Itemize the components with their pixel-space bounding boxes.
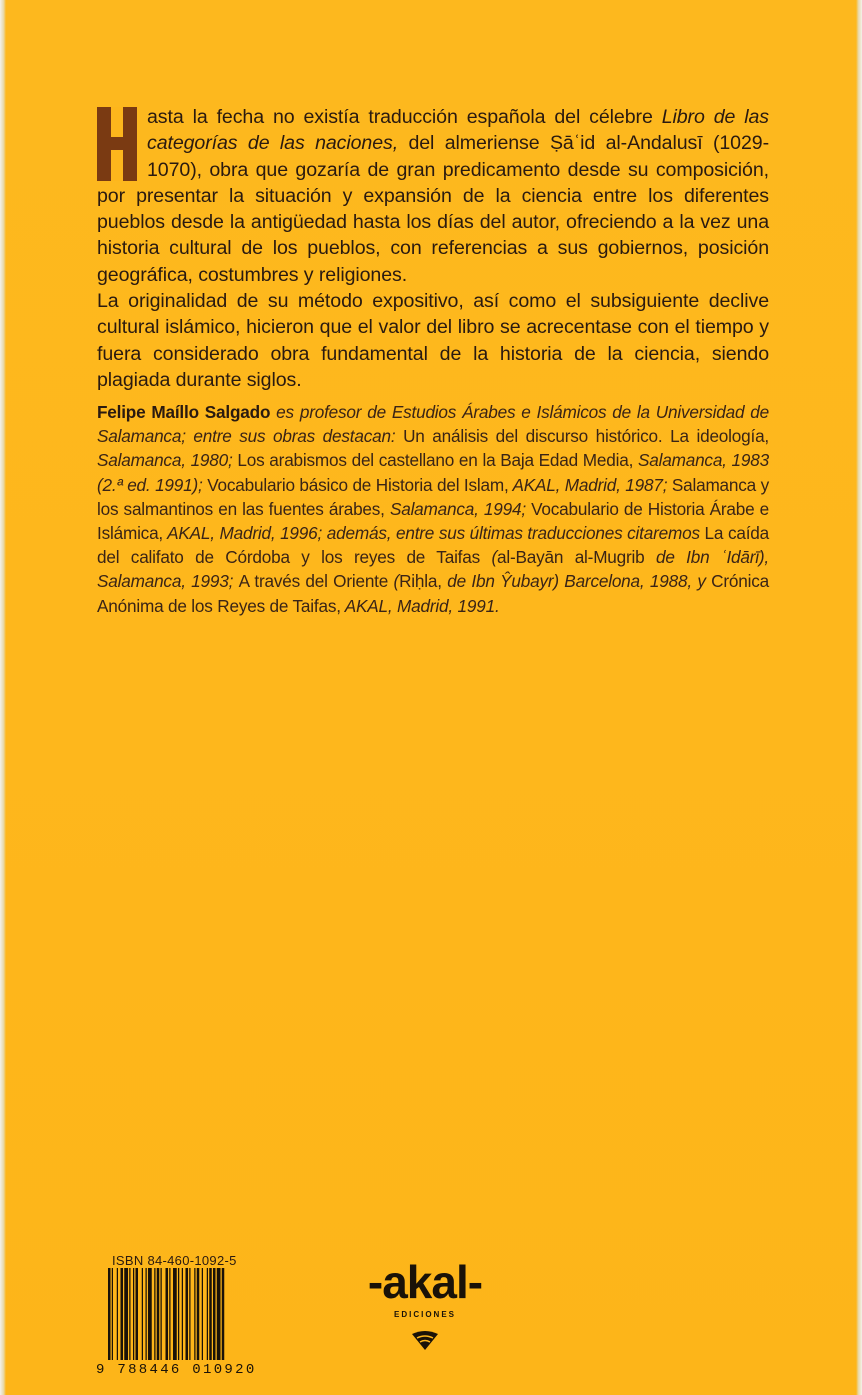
barcode-bar (154, 1268, 155, 1360)
bio-text: AKAL, Madrid, 1996; además, entre sus últimas traducciones citaremos (163, 523, 705, 544)
author-bio (97, 400, 769, 618)
bio-text: AKAL, Madrid, 1987; (508, 474, 672, 495)
barcode-bar (133, 1268, 134, 1360)
publisher-logo (360, 1252, 490, 1352)
logo-emblem-icon (360, 1252, 490, 1352)
barcode-bar (202, 1268, 203, 1360)
barcode-bar (148, 1268, 152, 1360)
barcode-bar (124, 1268, 128, 1360)
synopsis-text-a: asta la fecha no existía traducción española del célebre (147, 106, 662, 128)
work-title: Los arabismos del castellano en la Baja Edad Media, (237, 450, 634, 471)
bio-text: es profesor de Estudios Árabes e Islámicos de la Universidad de Salamanca; entre sus obras destacan: (97, 402, 769, 447)
barcode-bar (112, 1268, 113, 1360)
barcode-bar (217, 1268, 221, 1360)
barcode-bar (207, 1268, 208, 1360)
barcode-bar (121, 1268, 124, 1360)
barcode-bar (169, 1268, 170, 1360)
barcode-bar (194, 1268, 195, 1360)
work-title: Crónica Anónima de los Reyes de Taifas, (97, 571, 769, 616)
work-title: Vocabulario básico de Historia del Islam, (207, 474, 509, 495)
author-name: Felipe Maíllo Salgado (97, 402, 271, 422)
work-title: al-Bayān al-Mugrib (497, 547, 645, 568)
barcode-bar (129, 1268, 130, 1360)
barcode-bar (186, 1268, 189, 1360)
barcode-bar (189, 1268, 190, 1360)
book-title: Libro de las categorías de las naciones, (147, 106, 769, 155)
barcode-bar (157, 1268, 160, 1360)
bio-text: Salamanca, 1994; (384, 498, 532, 519)
work-title: A través del Oriente (238, 571, 389, 592)
synopsis (97, 104, 769, 393)
work-title: Vocabulario de Historia Árabe e Islámica, (97, 498, 770, 544)
cover-edge-left (0, 0, 6, 1395)
work-title: Salamanca y los salmantinos en las fuentes árabes, (97, 474, 770, 519)
dropcap (97, 107, 137, 181)
barcode-bar (213, 1268, 216, 1360)
barcode-bar (166, 1268, 169, 1360)
barcode-bar (136, 1268, 139, 1360)
barcode-bar (146, 1268, 147, 1360)
synopsis-paragraph-2: La originalidad de su método expositivo, así como el subsiguiente declive cultural islámico, hicieron que el valor del libro se acrecentase con el tiempo y fuera considerado obra fundamental de la historia de la ciencia, siendo plagiada durante siglos. (97, 290, 769, 391)
barcode-bar (182, 1268, 183, 1360)
dropcap-letter (97, 107, 137, 181)
barcode-bar (108, 1268, 111, 1360)
logo-wordmark: -akal- (367, 1256, 483, 1308)
cover-edge-right (856, 0, 862, 1395)
isbn-label: ISBN 84-460-1092-5 (112, 1253, 237, 1268)
barcode-bar (161, 1268, 162, 1360)
logo-subtitle: EDICIONES (393, 1310, 456, 1319)
bio-text: ( (480, 547, 497, 568)
barcode-bar (178, 1268, 179, 1360)
barcode-bar (117, 1268, 118, 1360)
barcode-bar (209, 1268, 212, 1360)
bio-text: Salamanca, 1983 (2.ª ed. 1991); (97, 450, 769, 495)
synopsis-paragraph-1 (97, 104, 769, 288)
bio-text: de Ibn ʿIdārī), Salamanca, 1993; (97, 547, 769, 592)
work-title: Riḥla, (399, 571, 442, 592)
barcode-digits: 9 788446 010920 (96, 1362, 257, 1378)
barcode-bar (222, 1268, 225, 1360)
barcode-bar (142, 1268, 143, 1360)
bio-text: de Ibn Ŷubayr) Barcelona, 1988, y (441, 571, 712, 592)
barcode-icon (108, 1268, 276, 1362)
work-title: La caída del califato de Córdoba y los reyes de Taifas (97, 523, 769, 568)
work-title: Un análisis del discurso histórico. La ideología, (403, 426, 770, 447)
bio-text: AKAL, Madrid, 1991. (340, 595, 500, 616)
bio-text: ( (388, 571, 400, 592)
synopsis-text-b: del almeriense Ṣāʿid al-Andalusī (1029-1070), obra que gozaría de gran predicamento desde su composición, por presentar la situación y expansión de la ciencia entre los diferentes pueblos desde la antigüedad hasta los días del autor, ofreciendo a la vez una historia cultural de los pueblos, con referencias a sus gobiernos, posición geográfica, costumbres y religiones. (97, 132, 769, 286)
bio-text: Salamanca, 1980; (97, 450, 238, 471)
barcode-bar (173, 1268, 177, 1360)
barcode-bar (197, 1268, 200, 1360)
